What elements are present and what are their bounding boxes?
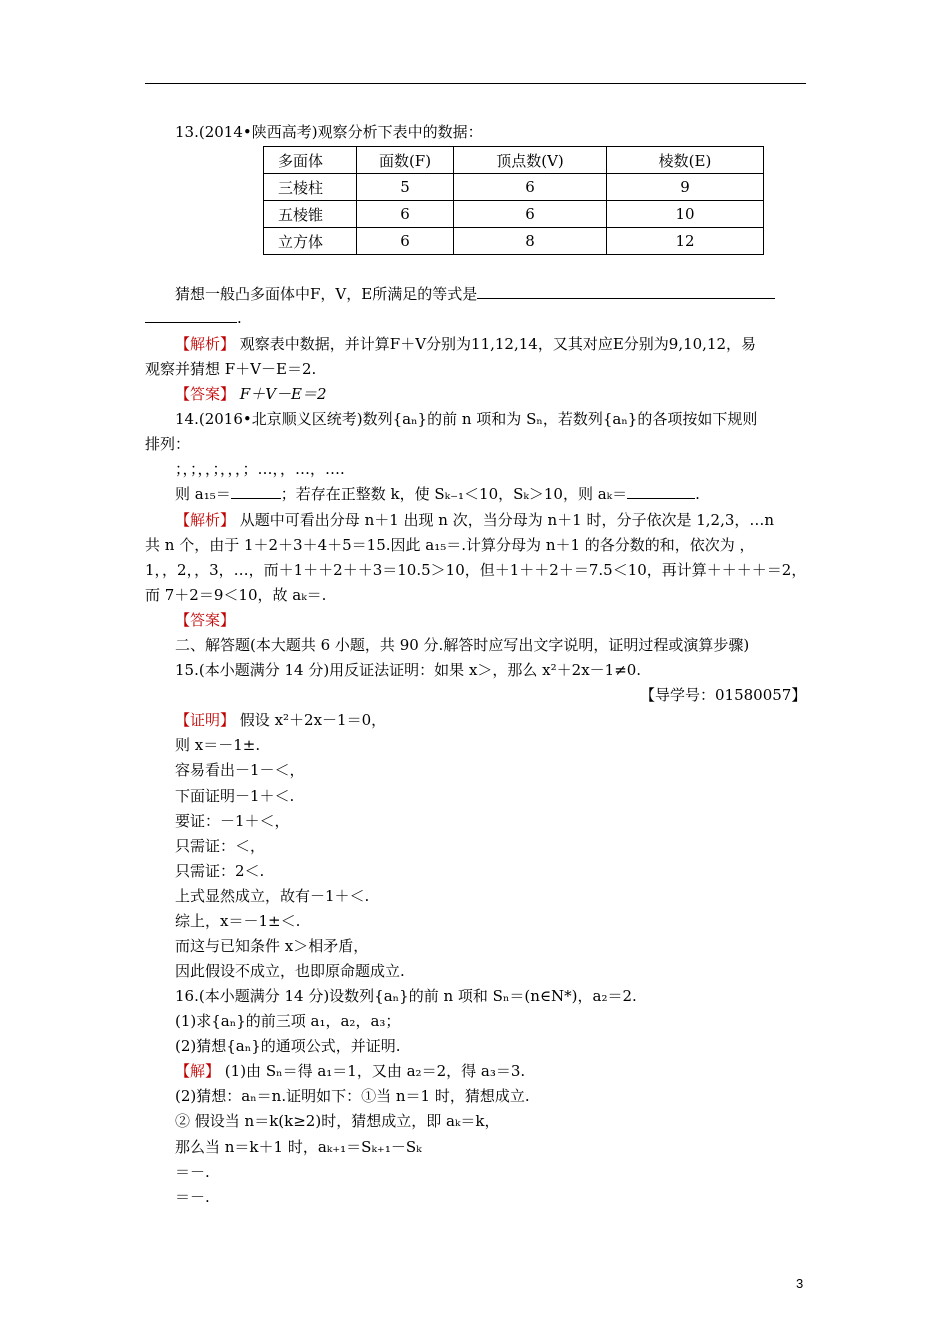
q16-solution-first xyxy=(175,1061,525,1081)
q14-analysis-4: 而 7＋2＝9＜10，故 aₖ＝. xyxy=(145,586,327,604)
table-cell: 三棱柱 xyxy=(264,174,357,201)
q14-line3: ；，；，，；，，，；…，，…，…. xyxy=(175,460,345,478)
analysis-tag: 【解析】 xyxy=(175,511,236,529)
q15-proof-line: 则 x＝－1±. xyxy=(175,736,261,754)
table-cell: 6 xyxy=(454,174,607,201)
header-rule xyxy=(145,83,806,84)
table-header-row xyxy=(264,147,764,174)
table-row xyxy=(264,201,764,228)
q14-line4c: . xyxy=(695,485,700,503)
answer-blank xyxy=(627,484,695,499)
section-2-heading: 二、解答题(本大题共 6 小题，共 90 分.解答时应写出文字说明，证明过程或演算步骤) xyxy=(175,636,750,654)
q13-question xyxy=(175,284,775,304)
q14-analysis-1: 从题中可看出分母 n＋1 出现 n 次，当分母为 n＋1 时，分子依次是 1,2,3，…n xyxy=(239,511,775,529)
answer-tag: 【答案】 xyxy=(175,385,236,403)
q13-intro: 13.(2014•陕西高考)观察分析下表中的数据： xyxy=(175,123,483,141)
answer-blank xyxy=(145,308,237,323)
q16-solution-line: ＝－. xyxy=(175,1163,210,1181)
q13-question-tail xyxy=(145,308,242,328)
q14-analysis-3: 1，，2，，3，…，而＋1＋＋2＋＋3＝10.5＞10，但＋1＋＋2＋＝7.5＜10，再计算＋＋＋＋＝2， xyxy=(145,561,807,579)
q16-solution-line: (1)由 Sₙ＝得 a₁＝1，又由 a₂＝2，得 a₃＝3. xyxy=(224,1062,526,1080)
q16-solution-line: 那么当 n＝k＋1 时，aₖ₊₁＝Sₖ₊₁－Sₖ xyxy=(175,1138,422,1156)
page-number: 3 xyxy=(796,1276,804,1291)
table-header-cell: 棱数(E) xyxy=(607,147,764,174)
q15-line1: 15.(本小题满分 14 分)用反证法证明：如果 x＞，那么 x²＋2x－1≠0. xyxy=(175,661,642,679)
q14-line4a: 则 a₁₅＝ xyxy=(175,485,231,503)
q15-proof-line: 只需证：＜， xyxy=(175,837,266,855)
table-cell: 立方体 xyxy=(264,228,357,255)
analysis-tag: 【解析】 xyxy=(175,335,236,353)
q13-analysis xyxy=(175,334,756,354)
proof-tag: 【证明】 xyxy=(175,711,236,729)
table-row xyxy=(264,228,764,255)
answer-tag: 【答案】 xyxy=(175,611,236,629)
q13-question-end: . xyxy=(237,309,242,327)
table-row xyxy=(264,174,764,201)
table-cell: 12 xyxy=(607,228,764,255)
q13-answer-text: F＋V－E＝2 xyxy=(239,385,327,403)
table-header-cell: 多面体 xyxy=(264,147,357,174)
table-cell: 5 xyxy=(357,174,454,201)
polyhedra-table xyxy=(263,146,764,255)
q14-answer xyxy=(175,610,235,630)
answer-blank xyxy=(231,484,281,499)
table-cell: 6 xyxy=(357,201,454,228)
answer-blank xyxy=(477,284,775,299)
q15-proof-line: 综上，x＝－1±＜. xyxy=(175,912,301,930)
q15-proof-line: 上式显然成立，故有－1＋＜. xyxy=(175,887,370,905)
table-cell: 6 xyxy=(357,228,454,255)
q13-analysis-2: 观察并猜想 F＋V－E＝2. xyxy=(145,360,317,378)
q15-proof-first xyxy=(175,710,386,730)
solution-tag: 【解】 xyxy=(175,1062,221,1080)
q14-line4 xyxy=(175,484,700,504)
q15-proof-line: 假设 x²＋2x－1＝0， xyxy=(239,711,387,729)
q16-solution-line: ＝－. xyxy=(175,1188,210,1206)
q16-line3: (2)猜想{aₙ}的通项公式，并证明. xyxy=(175,1037,401,1055)
table-cell: 10 xyxy=(607,201,764,228)
table-cell: 6 xyxy=(454,201,607,228)
q13-analysis-1: 观察表中数据，并计算F＋V分别为11,12,14，又其对应E分别为9,10,12，易 xyxy=(239,335,757,353)
table-cell: 9 xyxy=(607,174,764,201)
q14-line4b: ；若存在正整数 k，使 Sₖ₋₁＜10，Sₖ＞10，则 aₖ＝ xyxy=(280,485,628,503)
table-cell: 五棱锥 xyxy=(264,201,357,228)
q16-solution-line: ② 假设当 n＝k(k≥2)时，猜想成立，即 aₖ＝k， xyxy=(175,1112,500,1130)
q14-line1: 14.(2016•北京顺义区统考)数列{aₙ}的前 n 项和为 Sₙ，若数列{aₙ}的各项按如下规则 xyxy=(175,410,758,428)
q15-proof-line: 容易看出－1－＜， xyxy=(175,761,305,779)
q15-guide-number: 【导学号：01580057】 xyxy=(640,686,807,704)
q15-proof-line: 因此假设不成立，也即原命题成立. xyxy=(175,962,405,980)
table-header-cell: 面数(F) xyxy=(357,147,454,174)
q16-solution-line: (2)猜想：aₙ＝n.证明如下：①当 n＝1 时，猜想成立. xyxy=(175,1087,530,1105)
q15-proof-line: 只需证：2＜. xyxy=(175,862,265,880)
q14-analysis-2: 共 n 个，由于 1＋2＋3＋4＋5＝15.因此 a₁₅＝.计算分母为 n＋1 的各分数的和，依次为 ， xyxy=(145,536,755,554)
q13-question-text: 猜想一般凸多面体中F，V，E所满足的等式是 xyxy=(175,285,478,303)
q15-proof-line: 而这与已知条件 x＞相矛盾， xyxy=(175,937,369,955)
q15-proof-line: 要证：－1＋＜， xyxy=(175,812,290,830)
q14-line2: 排列： xyxy=(145,435,191,453)
q15-proof-line: 下面证明－1＋＜. xyxy=(175,787,295,805)
q13-answer xyxy=(175,384,327,404)
table-cell: 8 xyxy=(454,228,607,255)
table-header-cell: 顶点数(V) xyxy=(454,147,607,174)
q16-line1: 16.(本小题满分 14 分)设数列{aₙ}的前 n 项和 Sₙ＝(n∈N*)，a₂＝2. xyxy=(175,987,637,1005)
q16-line2: (1)求{aₙ}的前三项 a₁，a₂，a₃； xyxy=(175,1012,401,1030)
q14-analysis xyxy=(175,510,774,530)
